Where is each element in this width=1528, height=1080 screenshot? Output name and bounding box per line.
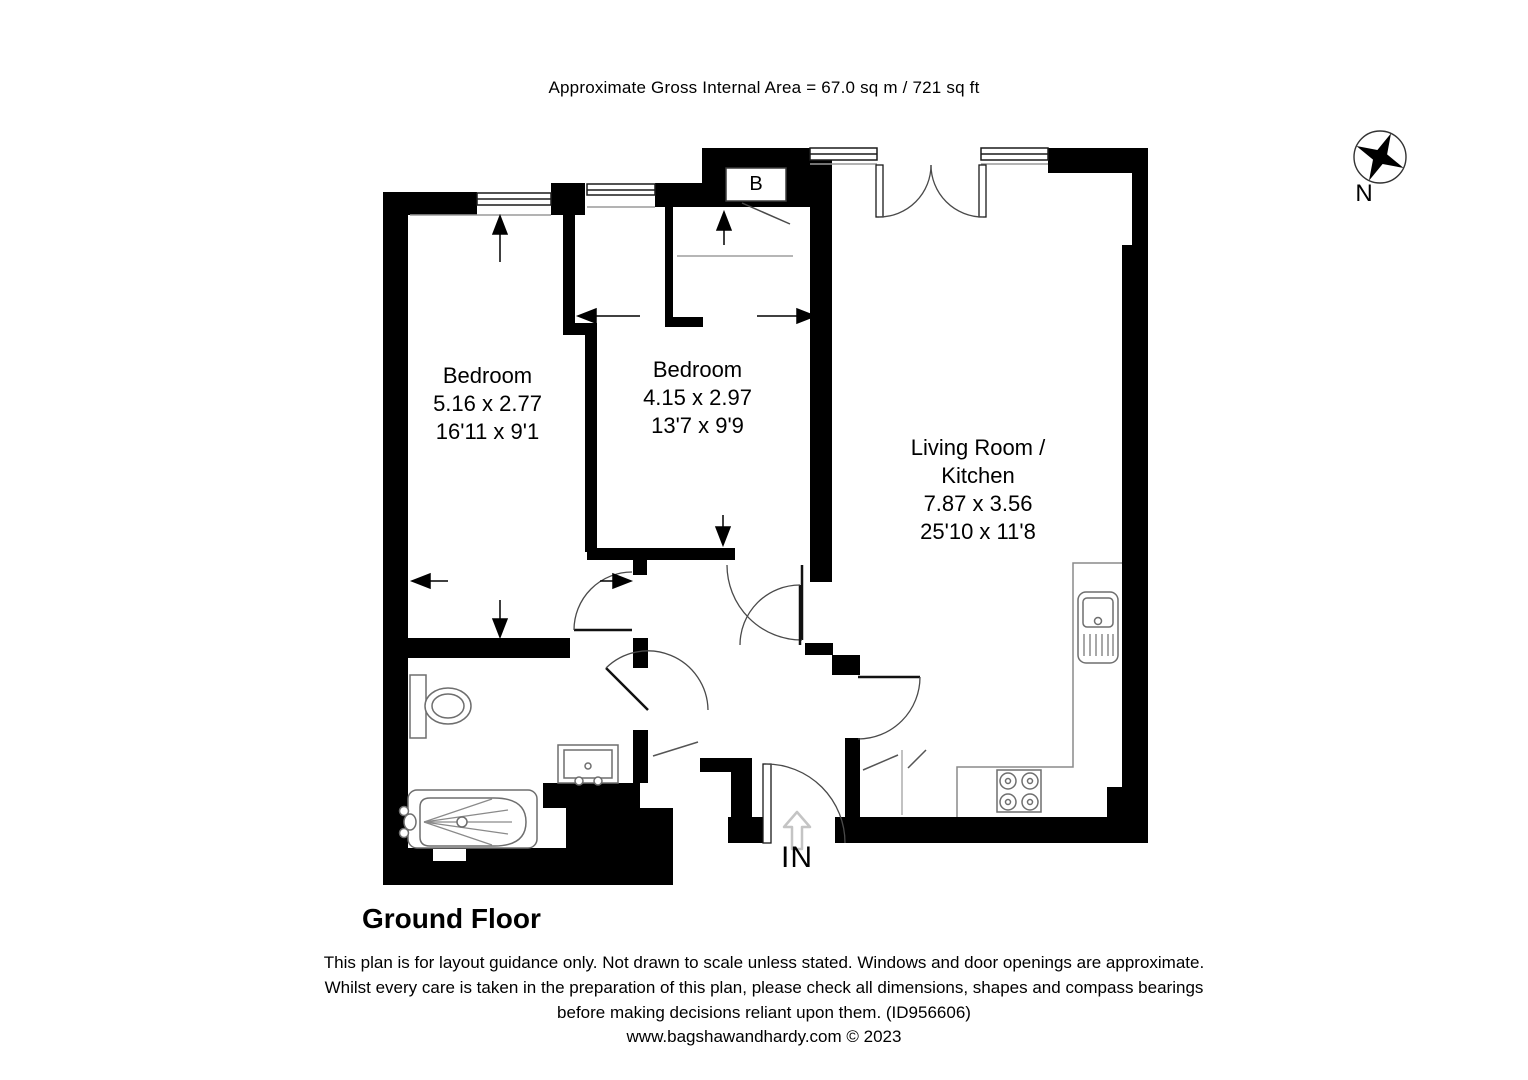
- wall-segment: [383, 192, 408, 885]
- french-door-left-arc: [879, 165, 931, 217]
- sink-knob: [594, 777, 602, 785]
- bath-faucet: [404, 814, 416, 830]
- floor-title: Ground Floor: [362, 903, 541, 934]
- wall-segment: [633, 730, 648, 783]
- wall-segment: [563, 323, 597, 335]
- sink-drain: [585, 763, 591, 769]
- wall-segment: [728, 817, 766, 843]
- disclaimer-line-2: Whilst every care is taken in the preparation of this plan, please check all dimensions, shapes and compass bearings: [324, 978, 1204, 997]
- room-dim-metric: 5.16 x 2.77: [433, 391, 542, 416]
- room-dim-imperial: 13'7 x 9'9: [651, 413, 744, 438]
- wall-segment: [731, 758, 752, 817]
- living-door-upper-arc: [740, 585, 800, 645]
- hall-cupboards: [653, 742, 926, 815]
- room-label-bedroom-2: [600, 356, 795, 440]
- french-door-right-leaf: [979, 165, 986, 217]
- room-name: Kitchen: [941, 463, 1015, 488]
- disclaimer-line-3: before making decisions reliant upon them. (ID956606): [557, 1003, 971, 1022]
- bath-drain: [457, 817, 467, 827]
- entrance-door-leaf: [763, 764, 771, 843]
- compass-rose: [1354, 131, 1406, 183]
- wall-segment: [810, 148, 832, 582]
- compass-north-label: N: [1355, 180, 1373, 207]
- hob-burner-dot: [1006, 779, 1011, 784]
- cupboard-door-line: [863, 755, 898, 770]
- disclaimer-line-1: This plan is for layout guidance only. Not drawn to scale unless stated. Windows and door openings are approximate.: [323, 953, 1205, 972]
- website-credit: www.bagshawandhardy.com © 2023: [626, 1027, 902, 1046]
- kitchen-fixtures: [997, 592, 1118, 812]
- wall-segment: [543, 783, 640, 808]
- room-dim-imperial: 16'11 x 9'1: [435, 419, 540, 444]
- french-door-right-arc: [931, 165, 983, 217]
- wall-segment: [383, 848, 566, 885]
- wall-segment: [563, 208, 575, 323]
- wall-segment: [408, 638, 570, 658]
- hob-burner-dot: [1028, 779, 1033, 784]
- wall-segment: [1122, 245, 1148, 843]
- bathroom-door-leaf: [606, 668, 648, 710]
- wall-notch: [433, 849, 466, 861]
- living-door-lower-arc: [858, 677, 920, 739]
- wall-segment: [585, 335, 597, 552]
- wall-segment: [566, 808, 673, 885]
- compass-star-icon: [1356, 133, 1403, 180]
- wall-segment: [665, 202, 673, 325]
- wall-segment: [845, 738, 860, 817]
- room-dim-metric: 4.15 x 2.97: [643, 385, 752, 410]
- wall-segment: [633, 638, 648, 668]
- wall-segment: [832, 655, 860, 675]
- room-label-bedroom-1: [395, 362, 580, 446]
- room-name: Living Room /: [910, 435, 1046, 460]
- wall-segment: [845, 817, 1122, 843]
- room-dim-imperial: 25'10 x 11'8: [920, 519, 1036, 544]
- wall-segment: [1132, 148, 1148, 248]
- wall-segment: [633, 558, 647, 575]
- wall-segment: [383, 192, 477, 215]
- entrance-door-arc: [766, 764, 845, 843]
- wall-segment: [655, 183, 705, 207]
- room-name: Bedroom: [442, 363, 533, 388]
- bathroom-door-arc: [606, 651, 708, 710]
- kitchen-sink-drain: [1095, 618, 1102, 625]
- wall-segment: [665, 317, 703, 327]
- cupboard-door-line: [653, 742, 698, 756]
- area-summary-text: Approximate Gross Internal Area = 67.0 sq m / 721 sq ft: [548, 78, 980, 97]
- toilet-cistern: [410, 675, 426, 738]
- hob-burner-dot: [1006, 800, 1011, 805]
- boiler-label: B: [749, 173, 763, 195]
- room-name: Bedroom: [652, 357, 743, 382]
- room-dim-metric: 7.87 x 3.56: [923, 491, 1033, 516]
- french-door-left-leaf: [876, 165, 883, 217]
- entrance-label: IN: [781, 841, 813, 874]
- room-label-living-room-kitchen: [868, 434, 1088, 546]
- cupboard-door-line: [908, 750, 926, 768]
- wall-segment: [587, 548, 735, 560]
- sink-knob: [575, 777, 583, 785]
- bedroom2-door-arc: [727, 565, 802, 640]
- toilet-bowl-inner: [432, 694, 464, 718]
- wall-segment: [805, 643, 833, 655]
- hob-burner-dot: [1028, 800, 1033, 805]
